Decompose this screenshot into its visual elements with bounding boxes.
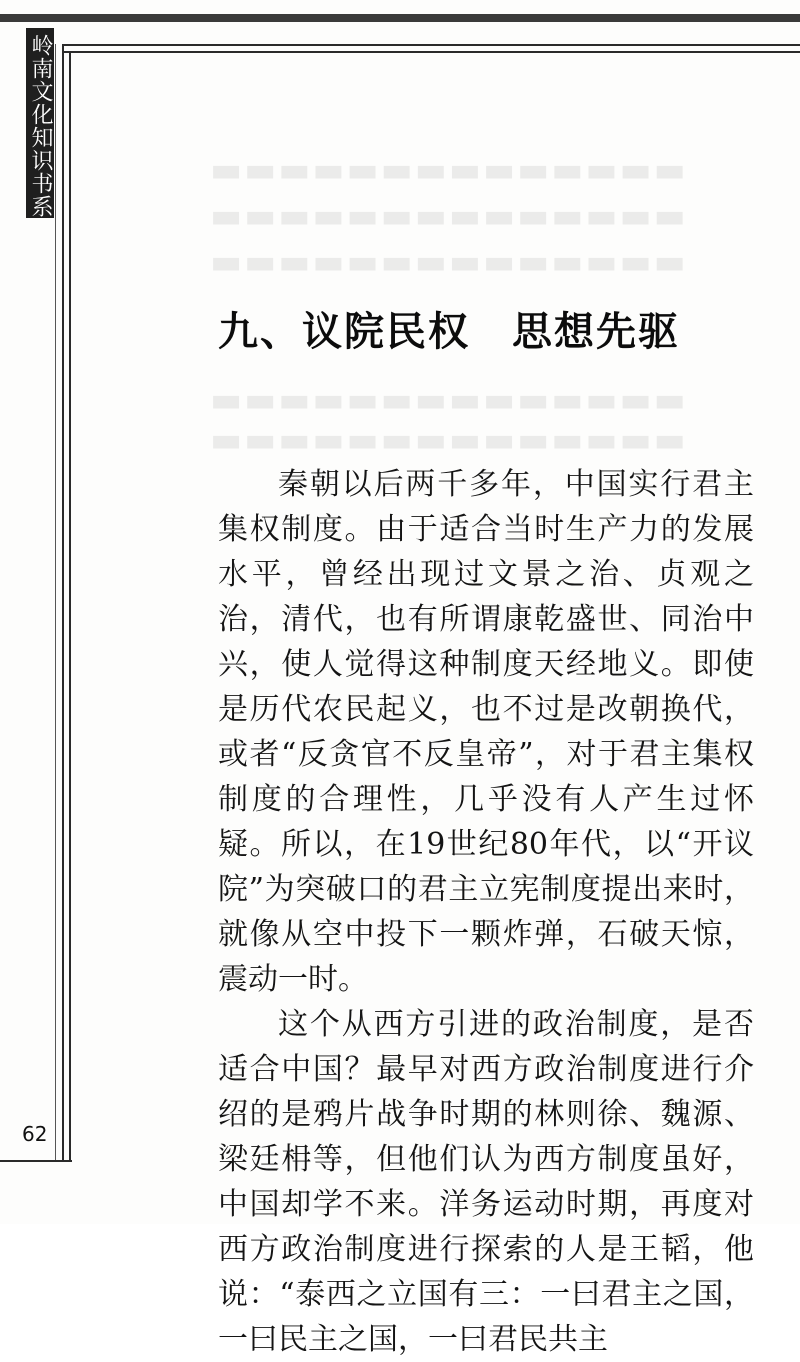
page-number: 62: [22, 1122, 48, 1146]
bleed-through-decoration: ▬▬▬▬▬▬▬▬▬▬▬▬▬▬: [210, 150, 688, 190]
paragraph: 这个从西方引进的政治制度，是否适合中国？最早对西方政治制度进行介绍的是鸦片战争时期的林则徐、魏源、梁廷枏等，但他们认为西方制度虽好，中国却学不来。洋务运动时期，再度对西方政治制度进行探索的人是王韬，他说：“泰西之立国有三：一曰君主之国，一曰民主之国，一曰君民共主: [218, 1007, 754, 1357]
bleed-through-decoration: ▬▬▬▬▬▬▬▬▬▬▬▬▬▬: [210, 380, 688, 420]
bleed-through-decoration: ▬▬▬▬▬▬▬▬▬▬▬▬▬▬: [210, 242, 688, 282]
left-border-rule: [62, 44, 64, 1162]
top-double-rule: [62, 44, 800, 53]
left-inner-rule: [69, 51, 71, 1162]
left-outer-rule: [55, 44, 56, 1162]
body-text: [218, 462, 754, 1362]
bleed-through-decoration: ▬▬▬▬▬▬▬▬▬▬▬▬▬▬: [210, 420, 688, 460]
paragraph: 秦朝以后两千多年，中国实行君主集权制度。由于适合当时生产力的发展水平，曾经出现过文景之治、贞观之治，清代，也有所谓康乾盛世、同治中兴，使人觉得这种制度天经地义。即使是历代农民起义，也不过是改朝换代，或者“反贪官不反皇帝”，对于君主集权制度的合理性，几乎没有人产生过怀疑。所以，在19世纪80年代，以“开议院”为突破口的君主立宪制度提出来时，就像从空中投下一颗炸弹，石破天惊，震动一时。: [218, 467, 754, 997]
top-border-rule: [0, 14, 800, 22]
bleed-through-decoration: ▬▬▬▬▬▬▬▬▬▬▬▬▬▬: [210, 196, 688, 236]
series-title-tab: [26, 28, 54, 218]
section-title: 九、议院民权 思想先驱: [218, 309, 680, 355]
bottom-corner-rule: [0, 1160, 72, 1162]
series-title: 岭南文化知识书系: [28, 34, 53, 218]
